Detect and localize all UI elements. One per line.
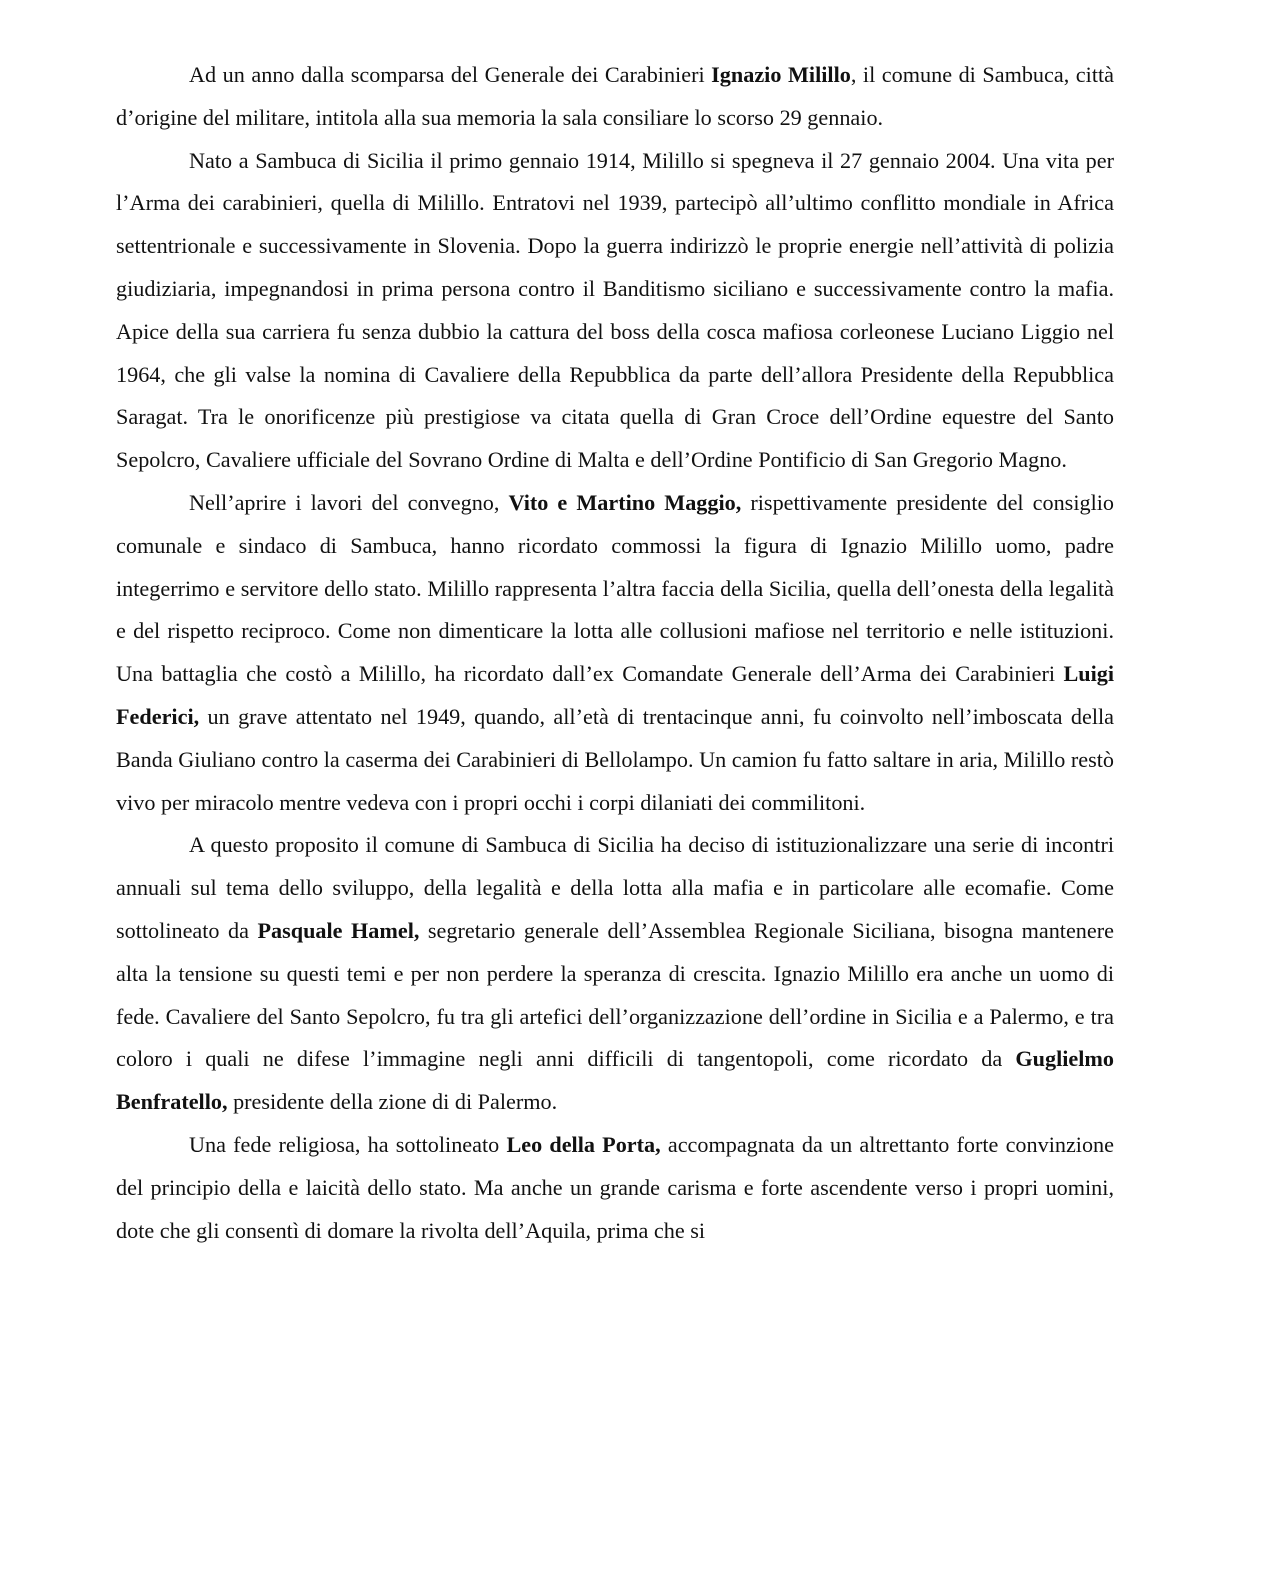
name-guglielmo-benfratello: Guglielmo Benfratello,: [116, 1046, 1114, 1115]
name-luigi-federici: Luigi Federici,: [116, 661, 1114, 729]
paragraph-5-text: accompagnata da un altrettanto forte convinzione del principio della e laicità dello stato. Ma anche un grande carisma e forte ascendente verso i propri uomini, dote che gli consentì di domare la rivolta dell’Aquila, prima che si: [116, 1131, 1114, 1243]
paragraph-4: [116, 824, 1114, 1124]
name-leo-della-porta: Leo della Porta,: [506, 1131, 661, 1157]
paragraph-3-text: Nell’aprire i lavori del convegno,: [189, 489, 509, 515]
paragraph-5-text: Una fede religiosa, ha sottolineato: [189, 1131, 507, 1157]
paragraph-4-text: presidente della zione di di Palermo.: [227, 1089, 558, 1115]
paragraph-4-text: segretario generale dell’Assemblea Regionale Siciliana, bisogna mantenere alta la tensione su questi temi e per non perdere la speranza di crescita. Ignazio Milillo era anche un uomo di fede. Cavaliere del Santo Sepolcro, fu tra gli artefici dell’organizzazione dell’ordine in Sicilia e a Palermo, e tra coloro i quali ne difese l’immagine negli anni difficili di tangentopoli, come ricordato da: [116, 917, 1114, 1072]
paragraph-1-text: Ad un anno dalla scomparsa del Generale dei Carabinieri: [189, 62, 712, 87]
paragraph-3-text: un grave attentato nel 1949, quando, all’età di trentacinque anni, fu coinvolto nell’imboscata della Banda Giuliano contro la caserma dei Carabinieri di Bellolampo. Un camion fu fatto saltare in aria, Milillo restò vivo per miracolo mentre vedeva con i propri occhi i corpi dilaniati dei commilitoni.: [116, 703, 1114, 815]
paragraph-4-text: A questo proposito il comune di Sambuca di Sicilia ha deciso di istituzionalizzare una serie di incontri annuali sul tema dello sviluppo, della legalità e della lotta alla mafia e in particolare alle ecomafie. Come sottolineato da: [116, 832, 1114, 943]
name-pasquale-hamel: Pasquale Hamel,: [257, 917, 420, 943]
paragraph-2-text: Nato a Sambuca di Sicilia il primo gennaio 1914, Milillo si spegneva il 27 gennaio 2004. Una vita per l’Arma dei carabinieri, quella di Milillo. Entratovi nel 1939, partecipò all’ultimo conflitto mondiale in Africa settentrionale e successivamente in Slovenia. Dopo la guerra indirizzò le proprie energie nell’attività di polizia giudiziaria, impegnandosi in prima persona contro il Banditismo siciliano e successivamente contro la mafia. Apice della sua carriera fu senza dubbio la cattura del boss della cosca mafiosa corleonese Luciano Liggio nel 1964, che gli valse la nomina di Cavaliere della Repubblica da parte dell’allora Presidente della Repubblica Saragat. Tra le onorificenze più prestigiose va citata quella di Gran Croce dell’Ordine equestre del Santo Sepolcro, Cavaliere ufficiale del Sovrano Ordine di Malta e dell’Ordine Pontificio di San Gregorio Magno.: [116, 147, 1114, 473]
document-body: [116, 54, 1114, 1252]
paragraph-2: [116, 140, 1114, 482]
paragraph-1-text: , il comune di Sambuca, città d’origine del militare, intitola alla sua memoria la sala consiliare lo scorso 29 gennaio.: [116, 62, 1114, 130]
paragraph-5: [116, 1124, 1114, 1252]
paragraph-1: [116, 54, 1114, 140]
name-ignazio-milillo: Ignazio Milillo: [711, 62, 851, 87]
name-vito-martino-maggio: Vito e Martino Maggio,: [508, 489, 742, 515]
paragraph-3-text: rispettivamente presidente del consiglio comunale e sindaco di Sambuca, hanno ricordato commossi la figura di Ignazio Milillo uomo, padre integerrimo e servitore dello stato. Milillo rappresenta l’altra faccia della Sicilia, quella dell’onesta della legalità e del rispetto reciproco. Come non dimenticare la lotta alle collusioni mafiose nel territorio e nelle istituzioni. Una battaglia che costò a Milillo, ha ricordato dall’ex Comandate Generale dell’Arma dei Carabinieri: [116, 489, 1114, 687]
paragraph-3: [116, 482, 1114, 824]
